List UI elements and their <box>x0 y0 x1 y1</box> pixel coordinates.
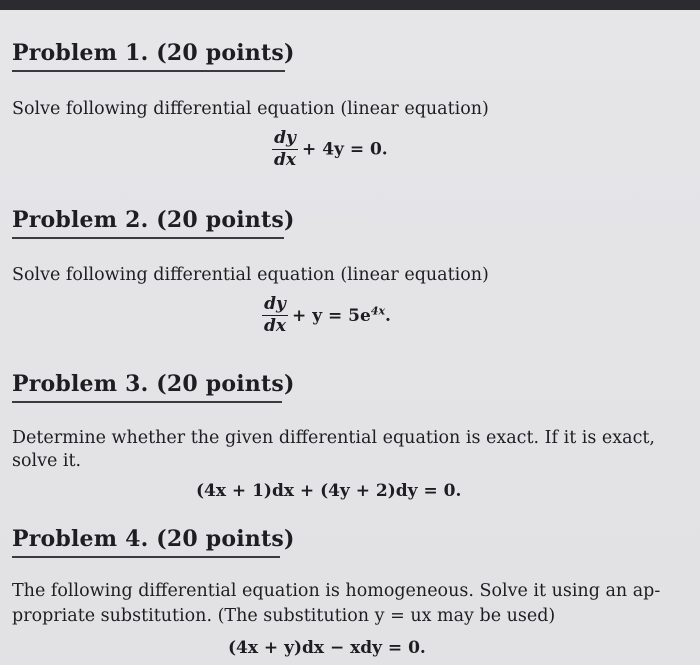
problem-1-text: Solve following differential equation (linear equation) <box>12 99 489 119</box>
problem-1-equation <box>272 128 388 171</box>
derivative-fraction <box>272 128 298 171</box>
problem-3-text-line-2: solve it. <box>12 451 82 471</box>
equation-rhs: + 4y = 0. <box>302 139 388 160</box>
rhs-period: . <box>385 306 391 327</box>
fraction-denominator: dx <box>264 316 287 336</box>
problem-4-equation: (4x + y)dx − xdy = 0. <box>228 638 426 658</box>
problem-4-text-line-2: propriate substitution. (The substitution y = ux may be used) <box>12 606 556 626</box>
top-edge-bar <box>0 0 700 10</box>
equation-rhs <box>292 306 391 326</box>
derivative-fraction <box>262 294 288 337</box>
fraction-denominator: dx <box>274 150 297 170</box>
problem-3-equation: (4x + 1)dx + (4y + 2)dy = 0. <box>196 481 462 501</box>
problem-1-underline <box>12 70 285 72</box>
rhs-exponent: 4x <box>370 304 386 318</box>
problem-2-equation <box>262 294 391 337</box>
problem-4-text-line-1: The following differential equation is homogeneous. Solve it using an ap- <box>12 581 661 601</box>
problem-3-underline <box>12 401 282 403</box>
problem-1-title: Problem 1. (20 points) <box>12 40 295 66</box>
problem-2-underline <box>12 237 284 239</box>
fraction-numerator: dy <box>272 128 298 150</box>
problem-2-text: Solve following differential equation (linear equation) <box>12 265 489 285</box>
problem-4-underline <box>12 556 280 558</box>
problem-4-title: Problem 4. (20 points) <box>12 526 295 552</box>
fraction-numerator: dy <box>262 294 288 316</box>
problem-2-title: Problem 2. (20 points) <box>12 207 295 233</box>
problem-3-title: Problem 3. (20 points) <box>12 371 295 397</box>
problem-3-text-line-1: Determine whether the given differential equation is exact. If it is exact, <box>12 428 655 448</box>
rhs-main: + y = 5e <box>292 306 371 327</box>
